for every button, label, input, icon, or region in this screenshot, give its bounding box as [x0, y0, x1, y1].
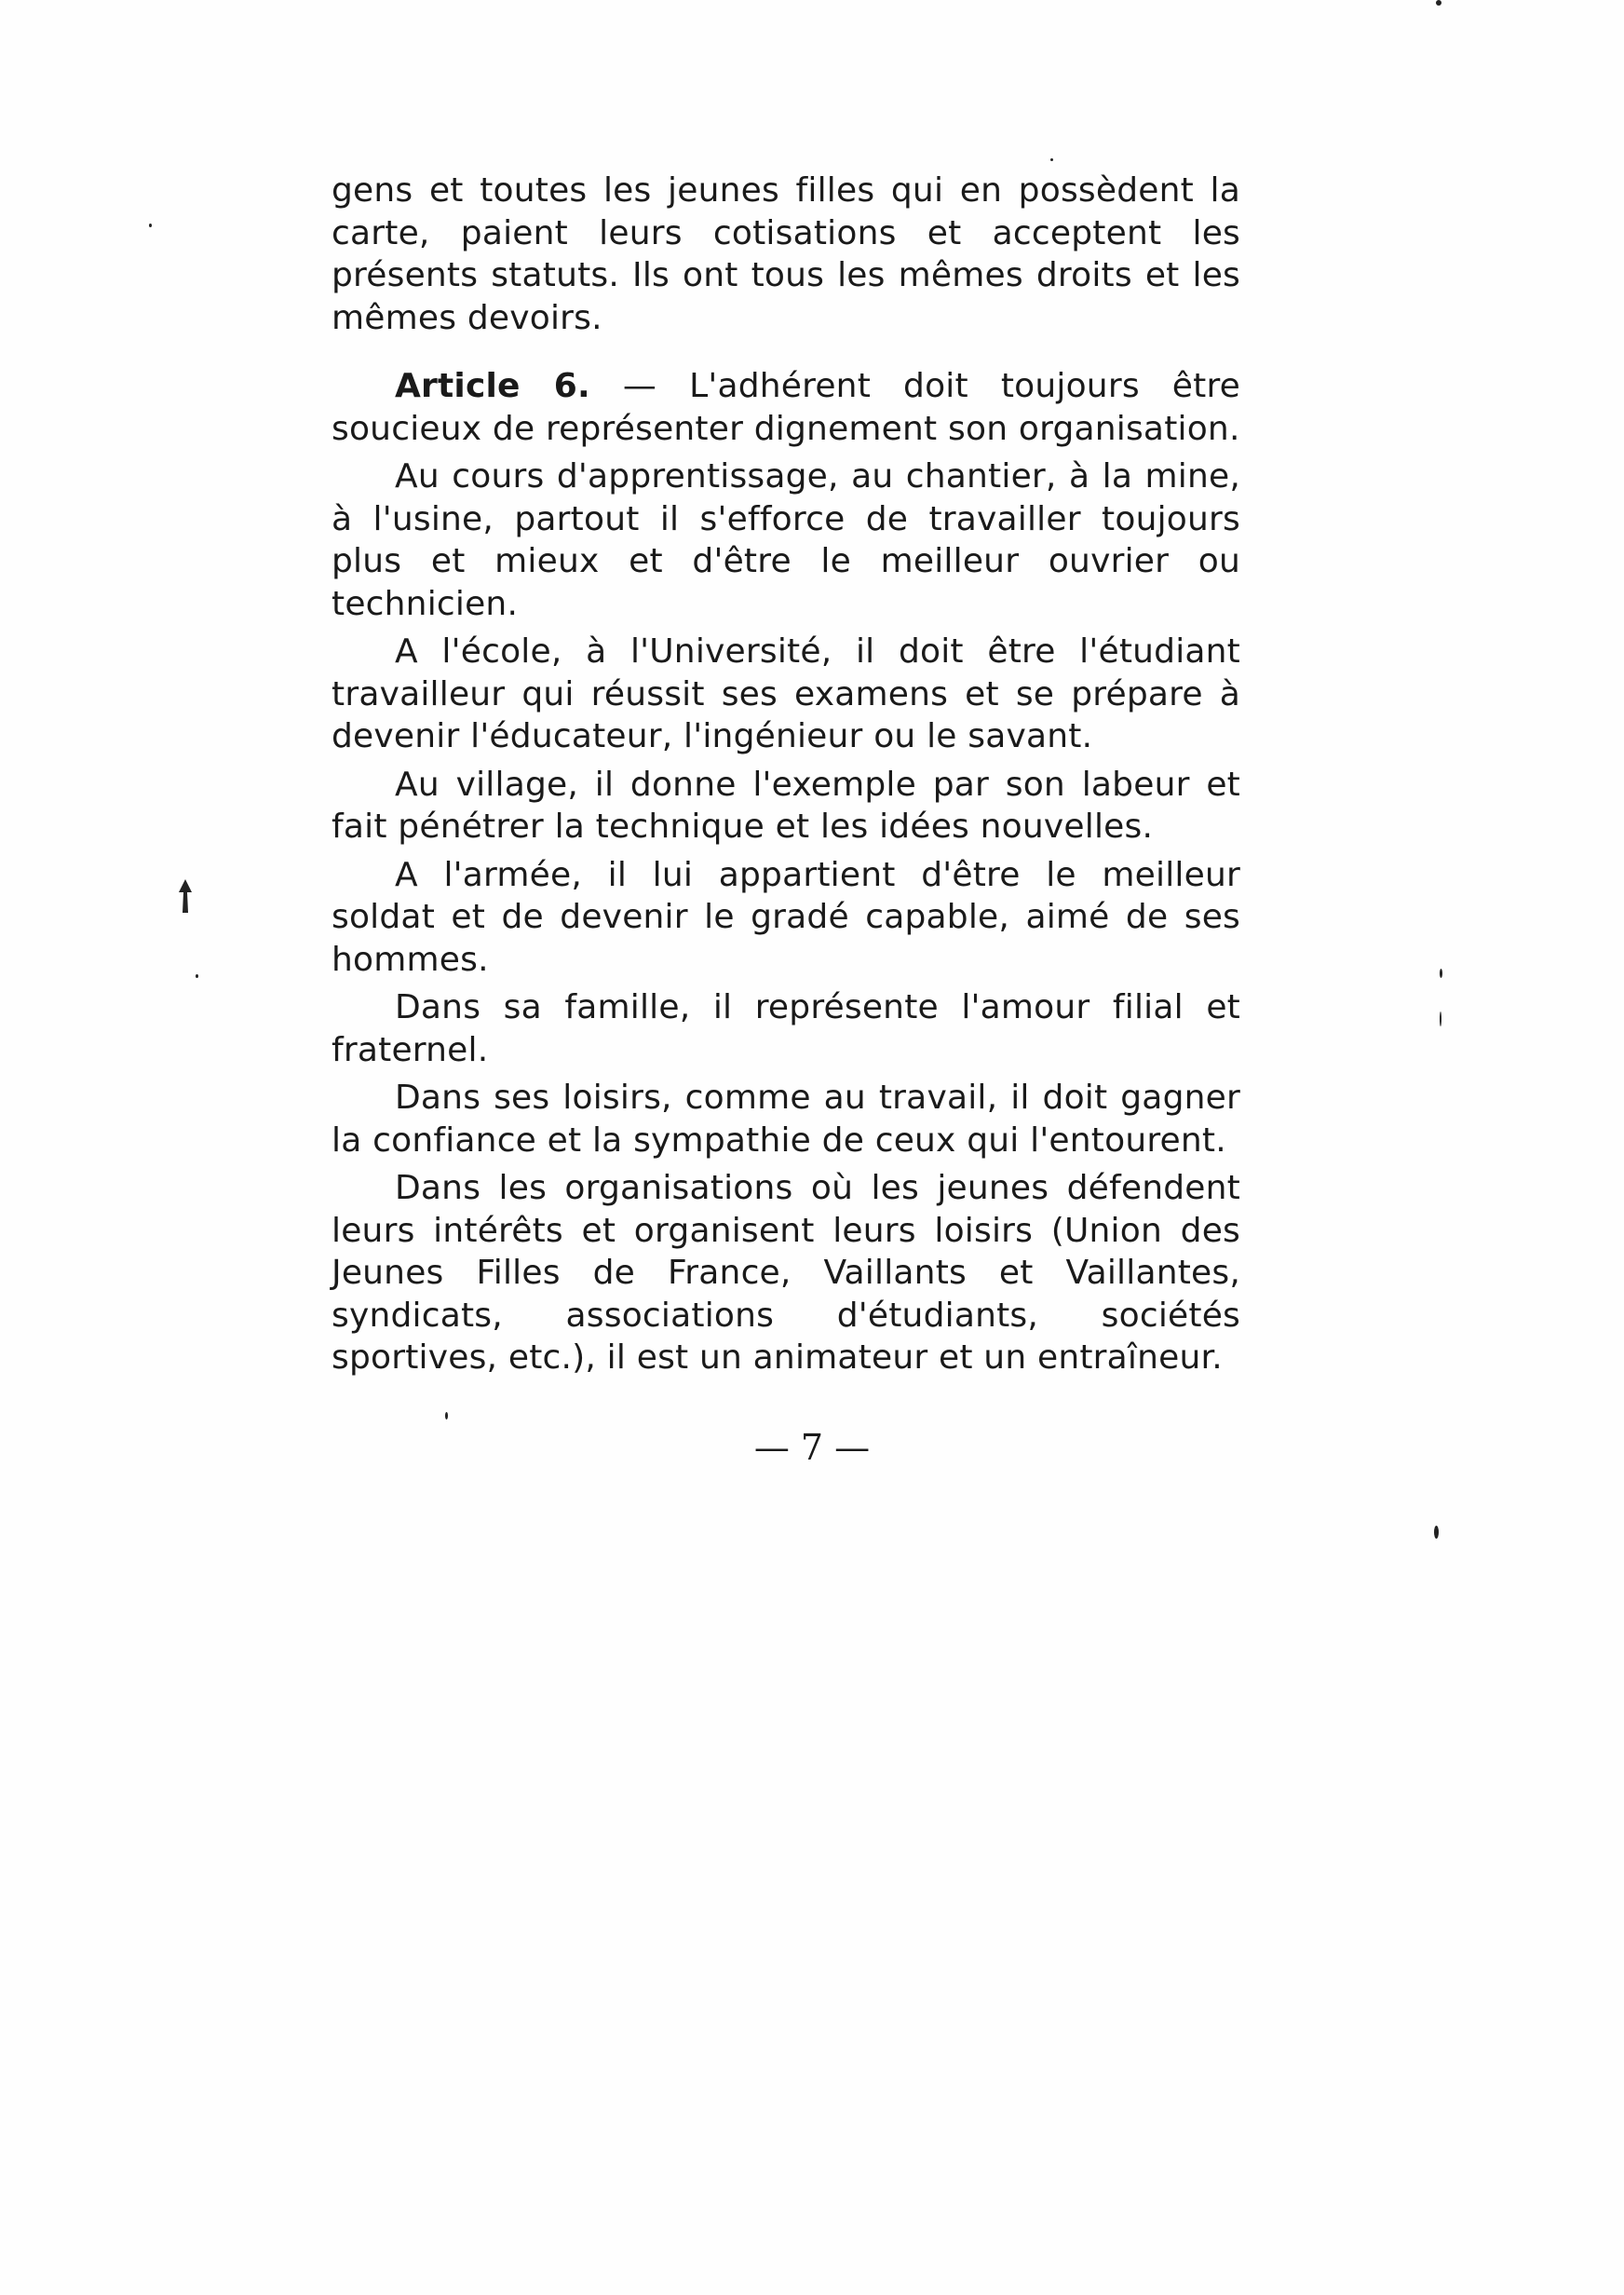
paragraph-organisations	[332, 1167, 1240, 1379]
scan-speck-icon	[1434, 1526, 1439, 1539]
scan-speck-icon	[445, 1412, 448, 1419]
paragraph-village	[332, 764, 1240, 849]
paragraph-text: Au village, il donne l'exemple par son labeur et fait pénétrer la technique et les idées nouvelles.	[332, 765, 1240, 846]
paragraph-text: Dans ses loisirs, comme au travail, il doit gagner la confiance et la sympathie de ceux qui l'entourent.	[332, 1079, 1240, 1160]
paragraph-text: A l'école, à l'Université, il doit être l'étudiant travailleur qui réussit ses examens et se prépare à devenir l'éducateur, l'ingénieur ou le savant.	[332, 632, 1240, 755]
paragraph-text: Au cours d'apprentissage, au chantier, à la mine, à l'usine, partout il s'efforce de travailler toujours plus et mieux et d'être le meilleur ouvrier ou technicien.	[332, 457, 1240, 623]
paragraph-text: Dans sa famille, il représente l'amour filial et fraternel.	[332, 988, 1240, 1069]
paragraph-apprenticeship	[332, 455, 1240, 625]
paragraph-article-6	[332, 365, 1240, 450]
scan-speck-icon	[1050, 158, 1053, 161]
body-text	[332, 170, 1240, 1379]
paragraph-text: A l'armée, il lui appartient d'être le meilleur soldat et de devenir le gradé capable, aimé de ses hommes.	[332, 855, 1240, 979]
article-heading: Article 6.	[395, 367, 590, 405]
scan-speck-icon	[1436, 0, 1441, 6]
page-number: — 7 —	[753, 1427, 871, 1468]
paragraph-army	[332, 854, 1240, 982]
paragraph-text: gens et toutes les jeunes filles qui en possèdent la carte, paient leurs cotisations et acceptent les présents statuts. Ils ont tous les mêmes droits et les mêmes devoirs.	[332, 171, 1240, 337]
scan-mark-icon	[179, 879, 192, 913]
scan-speck-icon	[1440, 1012, 1441, 1026]
paragraph-text: — L'adhérent doit toujours être soucieux de représenter dignement son organisation.	[332, 367, 1240, 448]
paragraph-continuation	[332, 170, 1240, 339]
scan-speck-icon	[196, 974, 198, 978]
paragraph-leisure	[332, 1077, 1240, 1161]
paragraph-text: Dans les organisations où les jeunes défendent leurs intérêts et organisent leurs loisirs (Union des Jeunes Filles de France, Vaillants et Vaillantes, syndicats, associations d'étudiants, sociétés sportives, etc.), il est un animateur et un entraîneur.	[332, 1169, 1240, 1377]
paragraph-school	[332, 631, 1240, 758]
scan-speck-icon	[149, 224, 152, 227]
scan-speck-icon	[1440, 969, 1442, 978]
paragraph-family	[332, 986, 1240, 1071]
